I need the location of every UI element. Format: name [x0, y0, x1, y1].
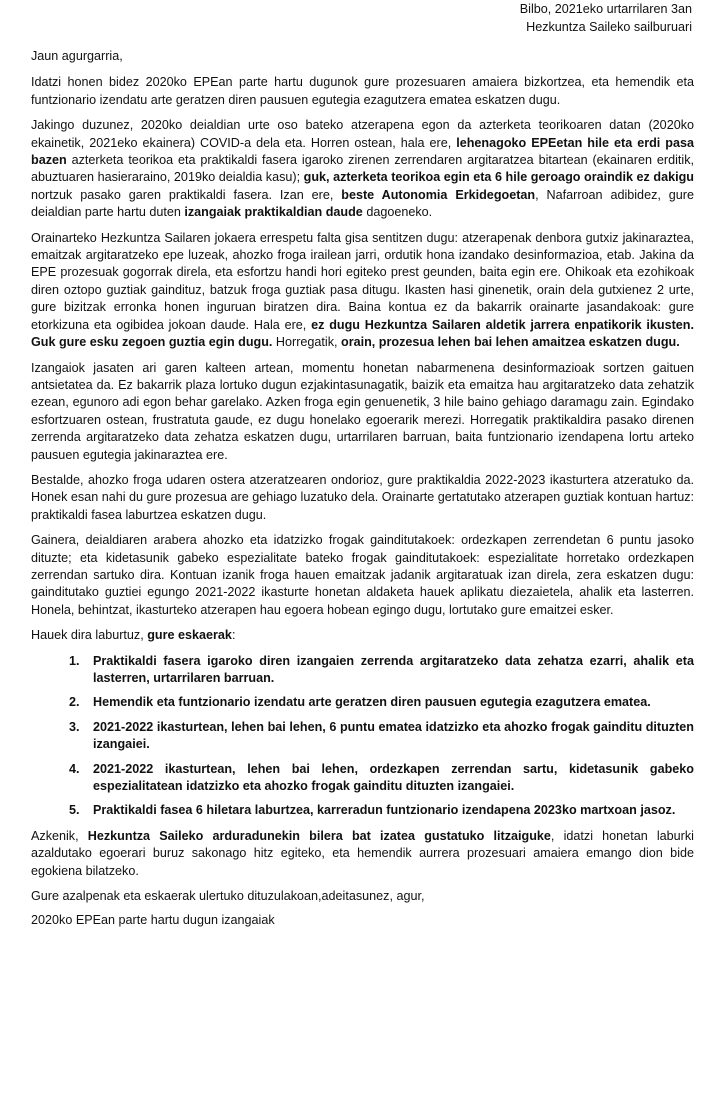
emphasis: gure eskaerak — [147, 628, 232, 643]
paragraph-respect — [31, 230, 694, 352]
paragraph-meeting — [31, 828, 694, 880]
emphasis: izangaiak praktikaldian daude — [184, 205, 363, 220]
emphasis: orain, prozesua lehen bai lehen amaitzea eskatzen dugu. — [341, 335, 680, 350]
paragraph-intro: Idatzi honen bidez 2020ko EPEan parte hartu dugunok gure prozesuaren amaiera bizkortzea, eta hemendik eta funtzionario izendatu arte geratzen diren pausuen egutegia ezagutzera ematea eskatzen dugu. — [31, 75, 694, 107]
paragraph-practicum: Bestalde, ahozko froga udaren ostera atzeratzearen ondorioz, gure praktikaldia 2022-2023 ikasturtera atzeratuko da. Honek esan nahi du gure prozesua are gehiago luzatuko dela. Orainarte gertatutako atzerapen guztiak kontuan hartuz: praktikaldi fasea laburtzea eskatzen dugu. — [31, 472, 695, 522]
paragraph-points: Gainera, deialdiaren arabera ahozko eta idatzizko frogak gainditutakoek: ordezkapen zerrendetan 6 puntu jasoko dituzte; eta kidetasunik gabeko espezialitate bateko frogak gainditutakoek: espezialitate horretako ordezkapen zerrendan sartuko dira. Kontuan izanik froga hauen emaitzak jadanik argitaratuak izan direla, zera eskatzen dugu: gainditutako guztiei egungo 2021-2022 ikasturte honetan aldaketa hauek aplikatu diezaietela, ahalik eta lasterren. Honela, behintzat, ikasturteko atzerapen hau egoera hobean egingo dugu, lortutako gure emaitzei esker. — [31, 533, 694, 617]
request-item: 3. 2021-2022 ikasturtean, lehen bai lehen, 6 puntu ematea idatzizko eta ahozko frogak gainditu dituzten izangaiei. — [83, 719, 694, 754]
emphasis: Hezkuntza Saileko arduradunekin bilera bat izatea gustatuko litzaiguke — [87, 828, 551, 843]
text: : — [231, 628, 236, 643]
text: Azkenik, — [31, 828, 88, 843]
request-item: 1. Praktikaldi fasera igaroko diren izangaien zerrenda argitaratzeko data zehatza ezarri, ahalik eta lasterren, urtarrilaren barruan. — [83, 653, 694, 688]
paragraph-anxiety: Izangaiok jasaten ari garen kalteen artean, momentu honetan nabarmenena desinformazioak sortzen gaituen antsietatea da. Ez bakarrik plaza lortuko dugun ezjakintasunagatik, baizik eta emaitza hau argitaratzeko data zehatzik ezean, egunoro adi egon behar garelako. Azken froga egin genuenetik, 3 hile baino gehiago daramagu zain. Egindako esfortzuaren ostean, frustratuta gaude, ez dugu honelako egoerarik merezi. Horregatik praktikaldira pasako direnen zerrenda argitaratzeko data zehatza eskatzen dugu, urtarrilaren barruan, baita funtzionario izendapena lortu arteko pausuen egutegia jakinaraztea ere. — [31, 360, 694, 462]
text: azterketa teorikoa eta praktikaldi fasera igaroko zirenen zerrendaren argitaratzea bitartean (ekainaren erditik, abuztuaren hasieraraino, 2019ko deialdia kasu); — [31, 153, 694, 185]
emphasis: ez dugu Hezkuntza Sailaren aldetik jarrera enpatikorik ikusten. Guk gure esku zegoen guztia egin dugu. — [31, 317, 694, 350]
text: , Nafarroan adibidez, gure deialdian parte hartu duten — [31, 187, 694, 220]
text: , idatzi honetan laburki azaldutako egoerari buruz sakonago hitz egiteko, eta hemendik aurrera prozesuari amaiera emango dion bide egokiena bilatzeko. — [31, 828, 694, 878]
text: Jakingo duzunez, 2020ko deialdian urte oso bateko atzerapena egon da azterketa teorikoaren datan (2020ko ekainetik, 2021eko ekainera) COVID-a dela eta. Horren ostean, hala ere, — [31, 118, 694, 150]
recipient: Hezkuntza Saileko sailburuari — [526, 20, 692, 34]
text: Hauek dira laburtuz, — [31, 628, 148, 643]
text: dagoeneko. — [362, 205, 433, 220]
text: nortzuk pasako garen praktikaldi fasera. Izan ere, — [31, 187, 342, 202]
paragraph-requests-intro — [31, 627, 694, 644]
request-item: 2. Hemendik eta funtzionario izendatu arte geratzen diren pausuen egutegia ezagutzera ematea. — [83, 694, 694, 711]
place-date: Bilbo, 2021eko urtarrilaren 3an — [519, 2, 692, 16]
letter-header — [31, 0, 692, 36]
salutation: Jaun agurgarria, — [31, 49, 123, 63]
text: Horregatik, — [272, 335, 341, 350]
request-item: 4. 2021-2022 ikasturtean, lehen bai lehen, ordezkapen zerrendan sartu, kidetasunik gabeko espezialitatean idatzizko eta ahozko frogak gainditu dituzten izangaiei. — [83, 761, 694, 796]
signature: 2020ko EPEan parte hartu dugun izangaiak — [31, 913, 275, 928]
emphasis: lehenagoko EPEetan hile eta erdi pasa bazen — [31, 135, 694, 168]
paragraph-delay — [31, 117, 694, 221]
requests-list — [31, 653, 694, 820]
emphasis: beste Autonomia Erkidegoetan — [341, 187, 536, 202]
emphasis: guk, azterketa teorikoa egin eta 6 hile geroago oraindik ez dakigu — [303, 170, 694, 185]
closing: Gure azalpenak eta eskaerak ulertuko dituzulakoan,adeitasunez, agur, — [31, 889, 425, 904]
text: Orainarteko Hezkuntza Sailaren jokaera errespetu falta gisa sentitzen dugu: atzerapenak denbora gutxiz jakinaraztea, emaitzak argitaratzeko epe luzeak, ahozko froga irailean jarri, ordutik hona izandako desinformazioa, etab. Jakina da EPE prozesuak gogorrak direla, eta esfortzu handi hori egiteko prest geunden, baita egin ere. Ohikoak eta ezohikoak diren oztopo guztiak gaindituz, batzuk froga guztiak pasa ditugu. Ikasten hasi ginenetik, orain dela gutxienez 2 urte, gure bizitzak erronka honen inguruan biratzen dira. Baina kontua ez da bakarrik orainarte jasandakoak: gure etorkizuna eta ogibidea jokoan daude. Hala ere, — [31, 230, 694, 332]
request-item: 5. Praktikaldi fasea 6 hiletara laburtzea, karreradun funtzionario izendapena 2023ko martxoan jasoz. — [83, 802, 694, 819]
